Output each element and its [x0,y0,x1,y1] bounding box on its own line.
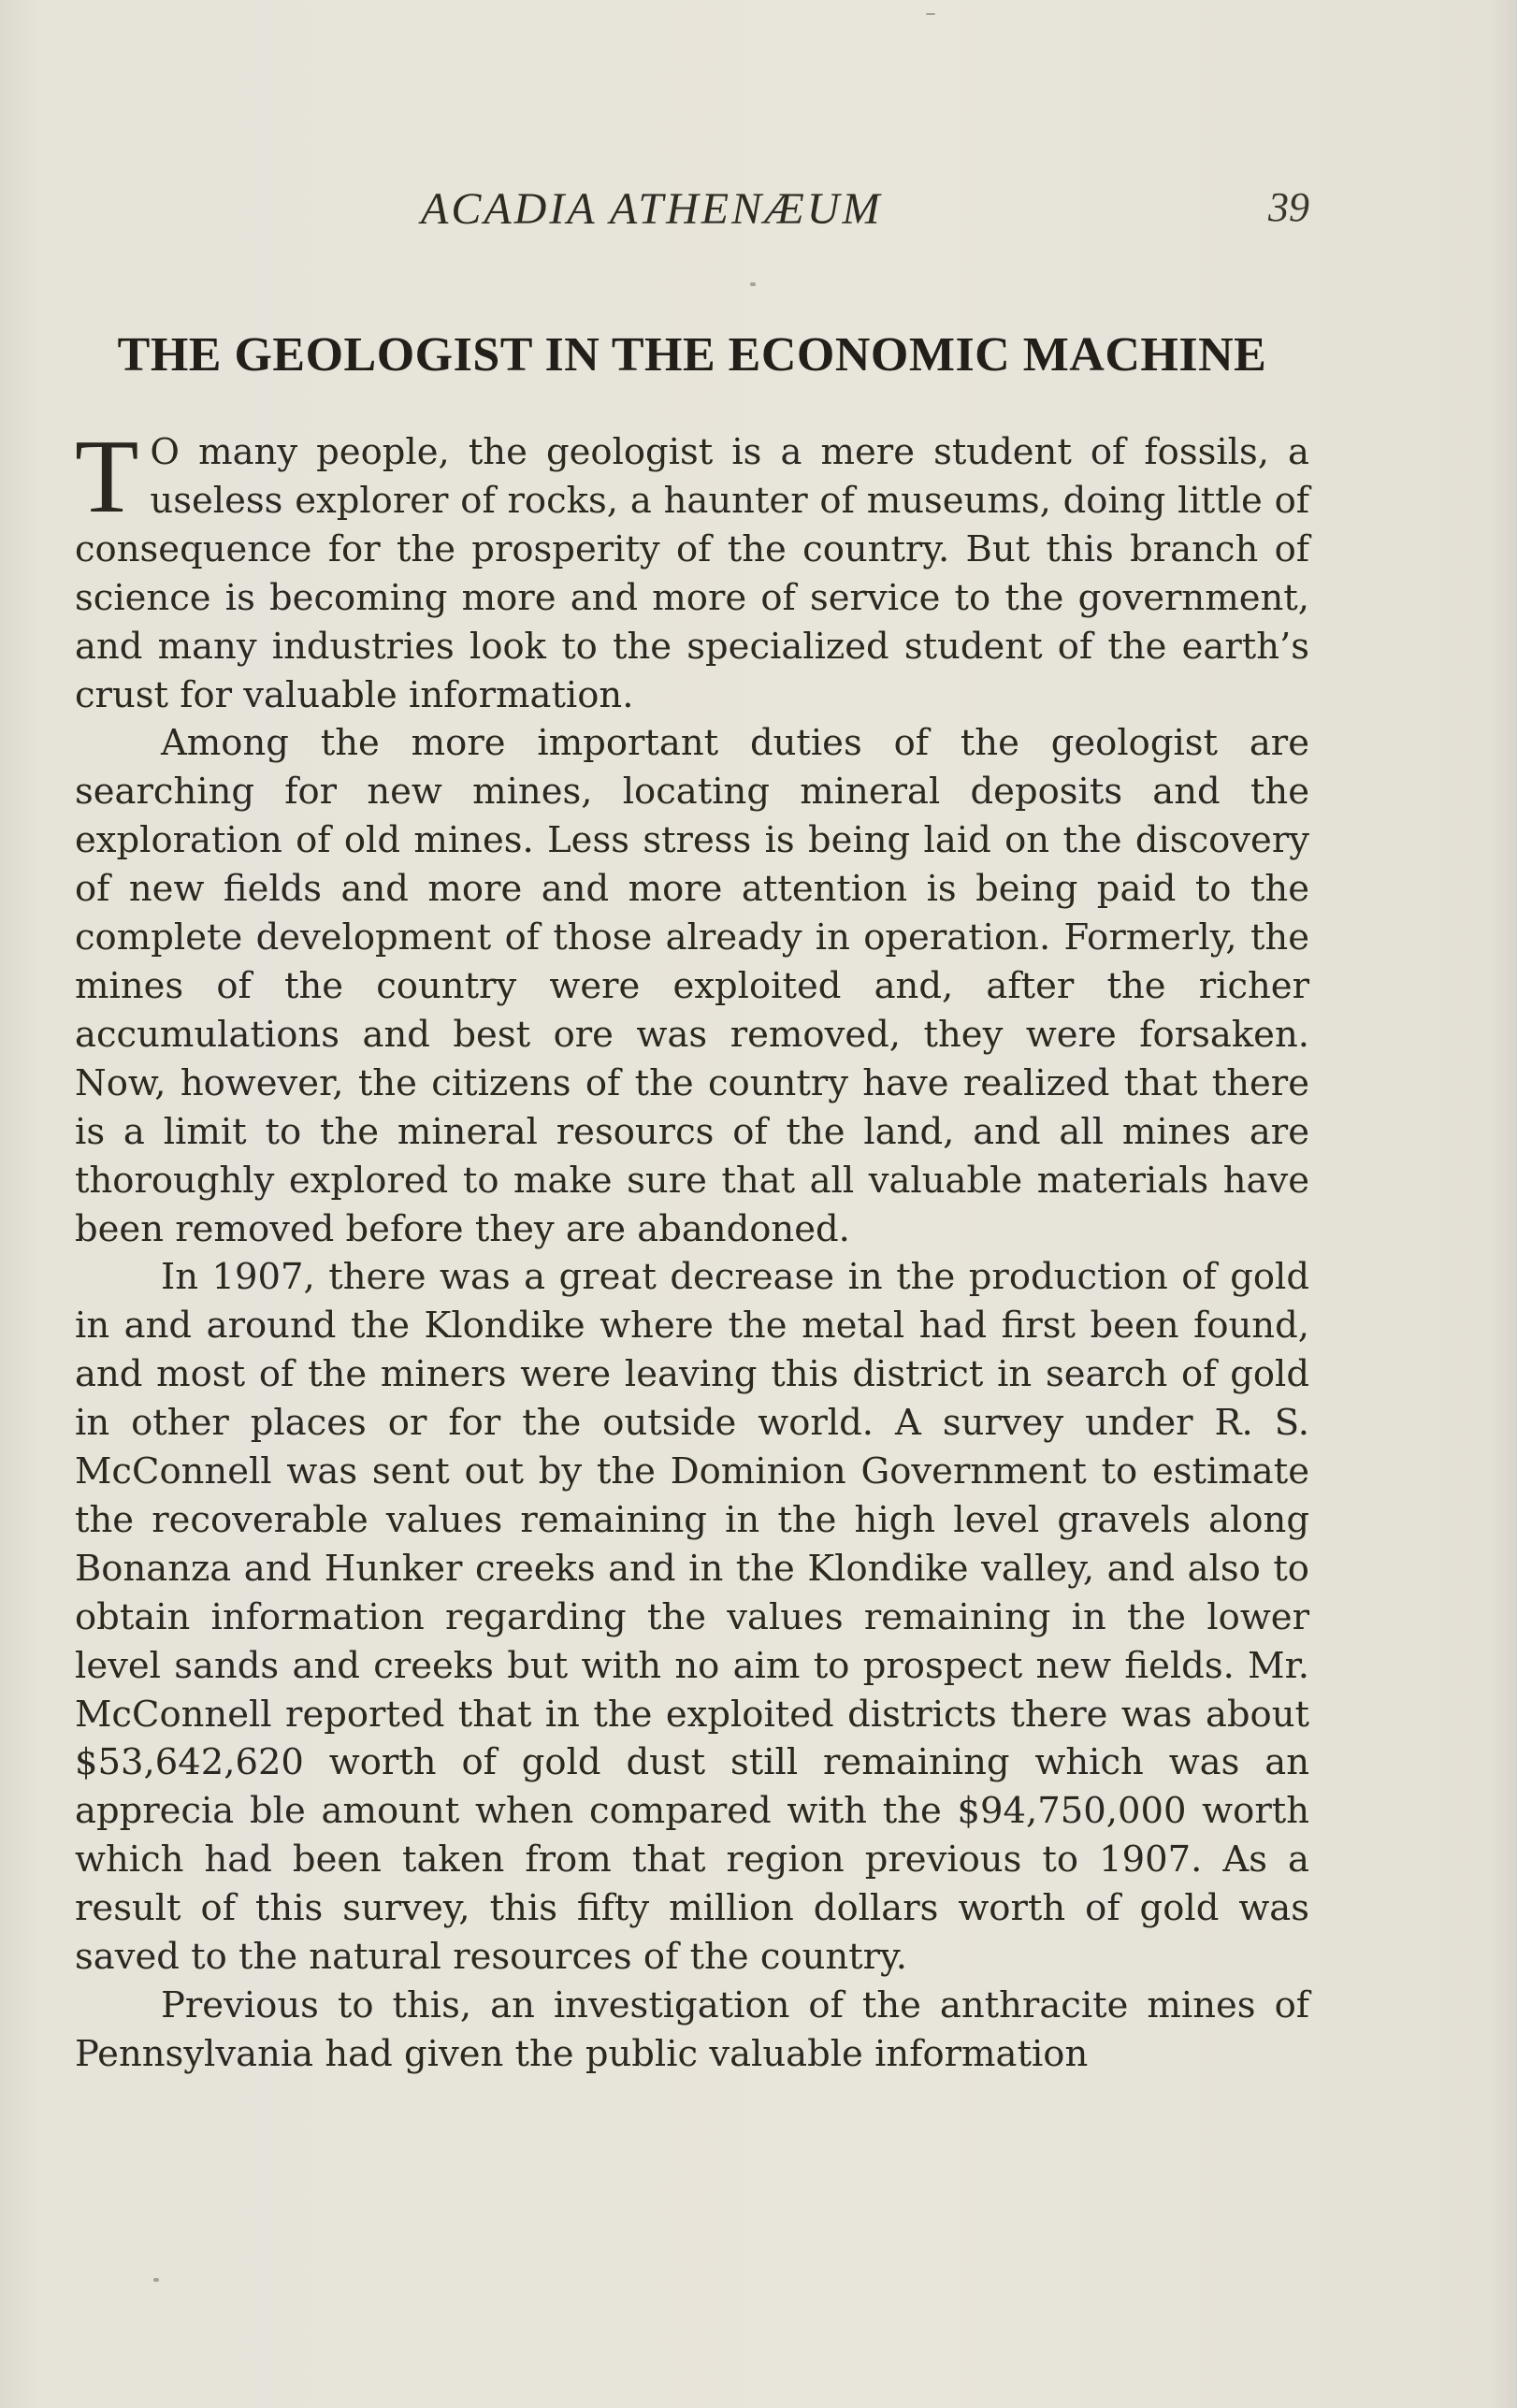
paragraph-1 [75,419,1309,719]
paragraph-1-text: O many people, the geologist is a mere student of fossils, a useless explorer of rocks, a haunter of museums, doing little of consequence for the prosperity of the country. But this branch of science is becoming more and more of service to the government, and many industries look to the specialized student of the earth’s crust for valuable information. [75,431,1309,716]
paragraph-3: In 1907, there was a great decrease in the production of gold in and around the Klondike where the metal had first been found, and most of the miners were leaving this district in search of gold in other places or for the outside world. A survey under R. S. McConnell was sent out by the Dominion Government to estimate the recoverable values remaining in the high level gravels along Bonanza and Hunker creeks and in the Klondike valley, and also to obtain information regarding the values remaining in the lower level sands and creeks but with no aim to prospect new fields. Mr. McConnell reported that in the exploited districts there was about $53,642,620 worth of gold dust still remaining which was an apprecia ble amount when compared with the $94,750,000 worth which had been taken from that region previous to 1907. As a result of this survey, this fifty million dollars worth of gold was saved to the natural resources of the country. [75,1256,1309,1979]
page-header [75,183,1309,239]
paper-speck [750,282,756,286]
paragraph-4: Previous to this, an investigation of the anthracite mines of Pennsylvania had given the public valuable information [75,1984,1309,2075]
article-title: THE GEOLOGIST IN THE ECONOMIC MACHINE [117,328,1267,382]
drop-cap: T [75,419,139,535]
paper-speck [153,2278,159,2282]
page-edge-shadow [1489,0,1517,2408]
article-body [75,419,1309,2079]
running-title: ACADIA ATHENÆUM [421,184,883,234]
paper-speck [926,13,935,15]
page-number: 39 [1268,184,1309,230]
paragraph-2: Among the more important duties of the geologist are searching for new mines, locating mineral deposits and the exploration of old mines. Less stress is being laid on the discovery of new fields and more and more attention is being paid to the complete development of those already in operation. Formerly, the mines of the country were exploited and, after the richer accumulations and best ore was removed, they were forsaken. Now, however, the citizens of the country have realized that there is a limit to the mineral resourcs of the land, and all mines are thoroughly explored to make sure that all valuable materials have been removed before they are abandoned. [75,722,1309,1250]
